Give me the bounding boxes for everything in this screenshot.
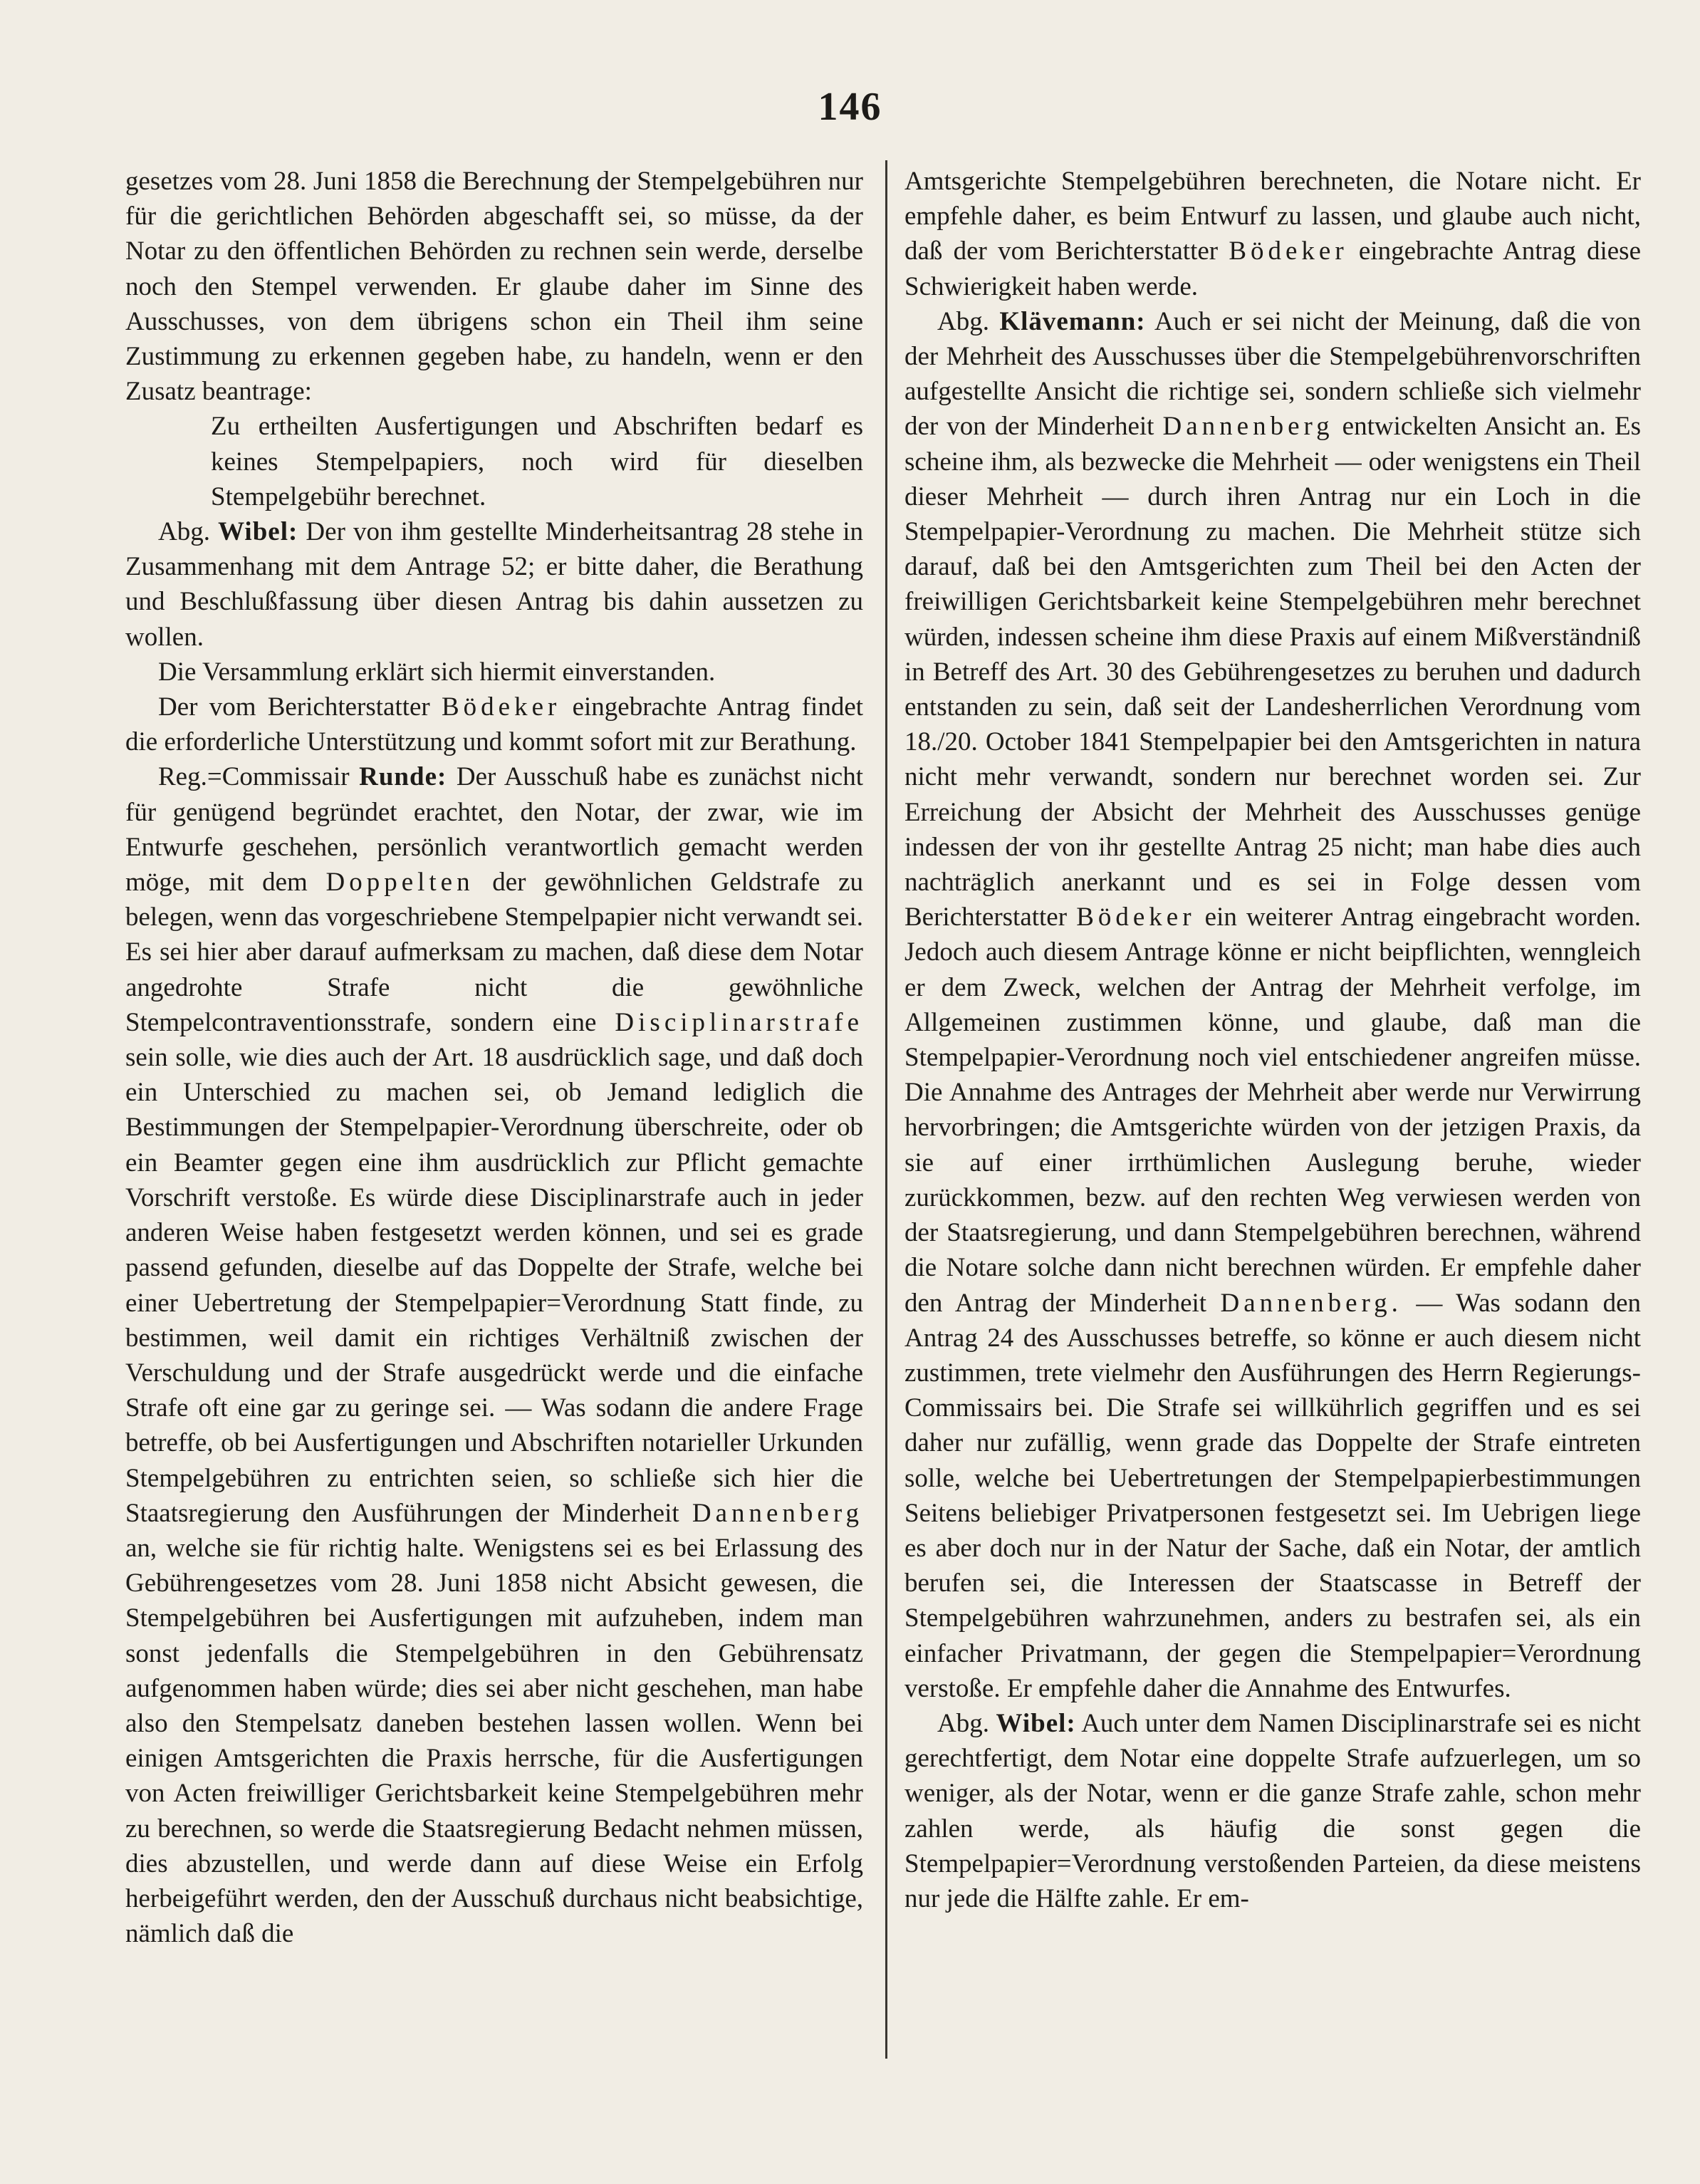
- paragraph: [904, 1706, 1641, 1916]
- paragraph-text: der gewöhnlichen Geldstrafe zu belegen, wenn das vorgeschriebene Stempelpapier nicht verwandt sei. Es sei hier aber darauf aufmerksam zu machen, daß diese dem Notar angedrohte Strafe nicht die gewöhnliche Stempelcontraventionsstrafe, sondern eine: [125, 868, 864, 1037]
- paragraph-text: eingebrachte Antrag diese Schwierigkeit haben werde.: [904, 236, 1641, 301]
- paragraph: gesetzes vom 28. Juni 1858 die Berechnung der Stempelgebühren nur für die gerichtlichen Behörden abgeschafft sei, so müsse, da der Notar zu den öffentlichen Behörden zu rechnen sein werde, derselbe noch den Stempel verwenden. Er glaube daher im Sinne des Ausschusses, von dem übrigens schon ein Theil ihm seine Zustimmung zu erkennen gegeben habe, zu handeln, wenn er den Zusatz beantrage:: [125, 167, 863, 407]
- paragraph-text: Amtsgerichte Stempelgebühren berechneten, die Notare nicht. Er empfehle daher, es beim Entwurf zu lassen, und glaube auch nicht, daß der vom Berichterstatter: [904, 167, 1641, 266]
- paragraph-text: sein solle, wie dies auch der Art. 18 ausdrücklich sage, und daß doch ein Unterschied zu machen sei, ob Jemand lediglich die Bestimmungen der Stempelpapier-Verordnung überschreite, oder ob ein Beamter gegen eine ihm ausdrücklich zur Pflicht gemachte Vorschrift verstoße. Es würde diese Disciplinarstrafe auch in jeder anderen Weise haben festgesetzt werden können, und sei es grade passend gefunden, dieselbe auf das Doppelte der Strafe, welche bei einer Uebertretung der Stempelpapier=Verordnung Statt finde, zu bestimmen, weil damit ein richtiges Verhältniß zwischen der Verschuldung und der Strafe ausgedrückt werde und die einfache Strafe oft eine gar zu geringe sei. — Was sodann die andere Frage betreffe, ob bei Ausfertigungen und Abschriften notarieller Urkunden Stempelgebühren zu entrichten seien, so schließe sich hier die Staatsregierung den Ausführungen der Minderheit: [125, 1043, 863, 1528]
- column-divider: [885, 160, 887, 2059]
- paragraph: [904, 304, 1641, 1706]
- speaker-name: Wibel:: [996, 1708, 1076, 1738]
- paragraph: [125, 690, 863, 759]
- paragraph-text: Auch er sei nicht der Meinung, daß die von der Mehrheit des Ausschusses über die Stempelgebührenvorschriften aufgestellte Ansicht die richtige sei, sondern schließe sich vielmehr der von der Minderheit: [904, 306, 1641, 442]
- paragraph-text: ein weiterer Antrag eingebracht worden. Jedoch auch diesem Antrage könne er nicht beipflichten, wenngleich er dem Zweck, welchen der Antrag der Mehrheit verfolge, im Allgemeinen zustimmen könne, und glaube, daß man die Stempelpapier-Verordnung noch viel entschiedener angreifen müsse. Die Annahme des Antrages der Mehrheit aber werde nur Verwirrung hervorbringen; die Amtsgerichte würden von der jetzigen Praxis, da sie auf einer irrthümlichen Auslegung beruhe, wieder zurückkommen, bezw. auf den rechten Weg verwiesen werden von der Staatsregierung, und dann Stempelgebühren berechnen, während die Notare solche dann nicht berechnen würden. Er empfehle daher den Antrag der Minderheit: [904, 903, 1642, 1318]
- speaker-title: Reg.=Commissair: [158, 762, 350, 792]
- speaker-title: Abg.: [937, 306, 989, 336]
- paragraph-text: Der vom Berichterstatter: [158, 692, 430, 722]
- paragraph: Die Versammlung erklärt sich hiermit einverstanden.: [158, 657, 716, 687]
- page-number: 146: [818, 85, 882, 129]
- paragraph: [125, 759, 863, 1951]
- person-name: Dannenberg: [1162, 412, 1334, 442]
- paragraph-text: — Was sodann den Antrag 24 des Ausschusses betreffe, so könne er auch diesem nicht zustimmen, trete vielmehr den Ausführungen des Herrn Regierungs-Commissairs bei. Die Strafe sei willkührlich gegriffen und es sei daher nur zufällig, wenn grade das Doppelte der Strafe eintreten solle, welche bei Uebertretungen der Stempelpapierbestimmungen Seitens beliebiger Privatpersonen festgesetzt sei. Im Uebrigen liege es aber doch nur in der Natur der Sache, daß ein Notar, der amtlich berufen sei, die Interessen der Staatscasse in Betreff der Stempelgebühren wahrzunehmen, anders zu bestrafen sei, als ein einfacher Privatmann, der gegen die Stempelpapier=Verordnung verstoße. Er empfehle daher die Annahme des Entwurfes.: [904, 1288, 1642, 1703]
- paragraph-text: Der Ausschuß habe es zunächst nicht für genügend begründet erachtet, den Notar, der zwar, wie im Entwurfe geschehen, persönlich verantwortlich gemacht werden möge, mit dem: [125, 762, 864, 898]
- paragraph-text: eingebrachte Antrag findet die erforderliche Unterstützung und kommt sofort mit zur Berathung.: [125, 692, 864, 757]
- speaker-name: Runde:: [359, 762, 447, 792]
- left-column: [125, 164, 863, 1951]
- emphasis: Doppelten: [325, 868, 474, 898]
- person-name: Dannenberg.: [1220, 1288, 1402, 1318]
- speaker-name: Wibel:: [218, 517, 298, 547]
- person-name: Bödeker: [1229, 236, 1348, 266]
- person-name: Dannenberg: [692, 1498, 863, 1528]
- person-name: Bödeker: [441, 692, 561, 722]
- speaker-title: Abg.: [937, 1708, 989, 1738]
- paragraph-text: entwickelten Ansicht an. Es scheine ihm, als bezwecke die Mehrheit — oder wenigstens ein Theil dieser Mehrheit — durch ihren Antrag nur ein Loch in die Stempelpapier-Verordnung zu machen. Die Mehrheit stütze sich darauf, daß bei den Amtsgerichten zum Theil bei den Acten der freiwilligen Gerichtsbarkeit keine Stempelgebühren mehr berechnet würden, indessen scheine ihm diese Praxis auf einem Mißverständniß in Betreff des Art. 30 des Gebührengesetzes zu beruhen und dadurch entstanden zu sein, daß seit der Landesherrlichen Verordnung vom 18./20. October 1841 Stempelpapier bei den Amtsgerichten in natura nicht mehr verwandt, sondern nur berechnet worden sei. Zur Erreichung der Absicht der Mehrheit des Ausschusses genüge indessen der von ihr gestellte Antrag 25 nicht; man habe dies auch nachträglich anerkannt und es sei in Folge dessen vom Berichterstatter: [904, 412, 1642, 932]
- emphasis: Disciplinarstrafe: [615, 1007, 863, 1037]
- person-name: Bödeker: [1076, 903, 1196, 932]
- speaker-title: Abg.: [158, 517, 210, 547]
- paragraph-text: Der von ihm gestellte Minderheitsantrag 28 stehe in Zusammenhang mit dem Antrage 52; er bitte daher, die Berathung und Beschlußfassung über diesen Antrag bis dahin aussetzen zu wollen.: [125, 517, 863, 652]
- paragraph: [904, 164, 1641, 304]
- paragraph-text: Auch unter dem Namen Disciplinarstrafe sei es nicht gerechtfertigt, dem Notar eine doppelte Strafe aufzuerlegen, um so weniger, als der Notar, wenn er die ganze Strafe zahle, schon mehr zahlen werde, als häufig die sonst gegen die Stempelpapier=Verordnung verstoßenden Parteien, da diese meistens nur jede die Hälfte zahle. Er em-: [904, 1708, 1641, 1913]
- speaker-name: Klävemann:: [999, 306, 1146, 336]
- right-column: [904, 164, 1641, 1916]
- paragraph-text: an, welche sie für richtig halte. Wenigstens sei es bei Erlassung des Gebührengesetzes vom 28. Juni 1858 nicht Absicht gewesen, die Stempelgebühren bei Ausfertigungen mit aufzuheben, indem man sonst jedenfalls die Stempelgebühren in den Gebührensatz aufgenommen haben würde; dies sei aber nicht geschehen, man habe also den Stempelsatz daneben bestehen lassen wollen. Wenn bei einigen Amtsgerichten die Praxis herrsche, für die Ausfertigungen von Acten freiwilliger Gerichtsbarkeit keine Stempelgebühren mehr zu berechnen, so werde die Staatsregierung Bedacht nehmen müssen, dies abzustellen, und werde dann auf diese Weise ein Erfolg herbeigeführt werden, den der Ausschuß durchaus nicht beabsichtige, nämlich daß die: [125, 1533, 863, 1949]
- quoted-amendment: Zu ertheilten Ausfertigungen und Abschriften bedarf es keines Stempelpapiers, noch wird für dieselben Stempelgebühr berechnet.: [211, 412, 863, 511]
- paragraph: [125, 514, 863, 655]
